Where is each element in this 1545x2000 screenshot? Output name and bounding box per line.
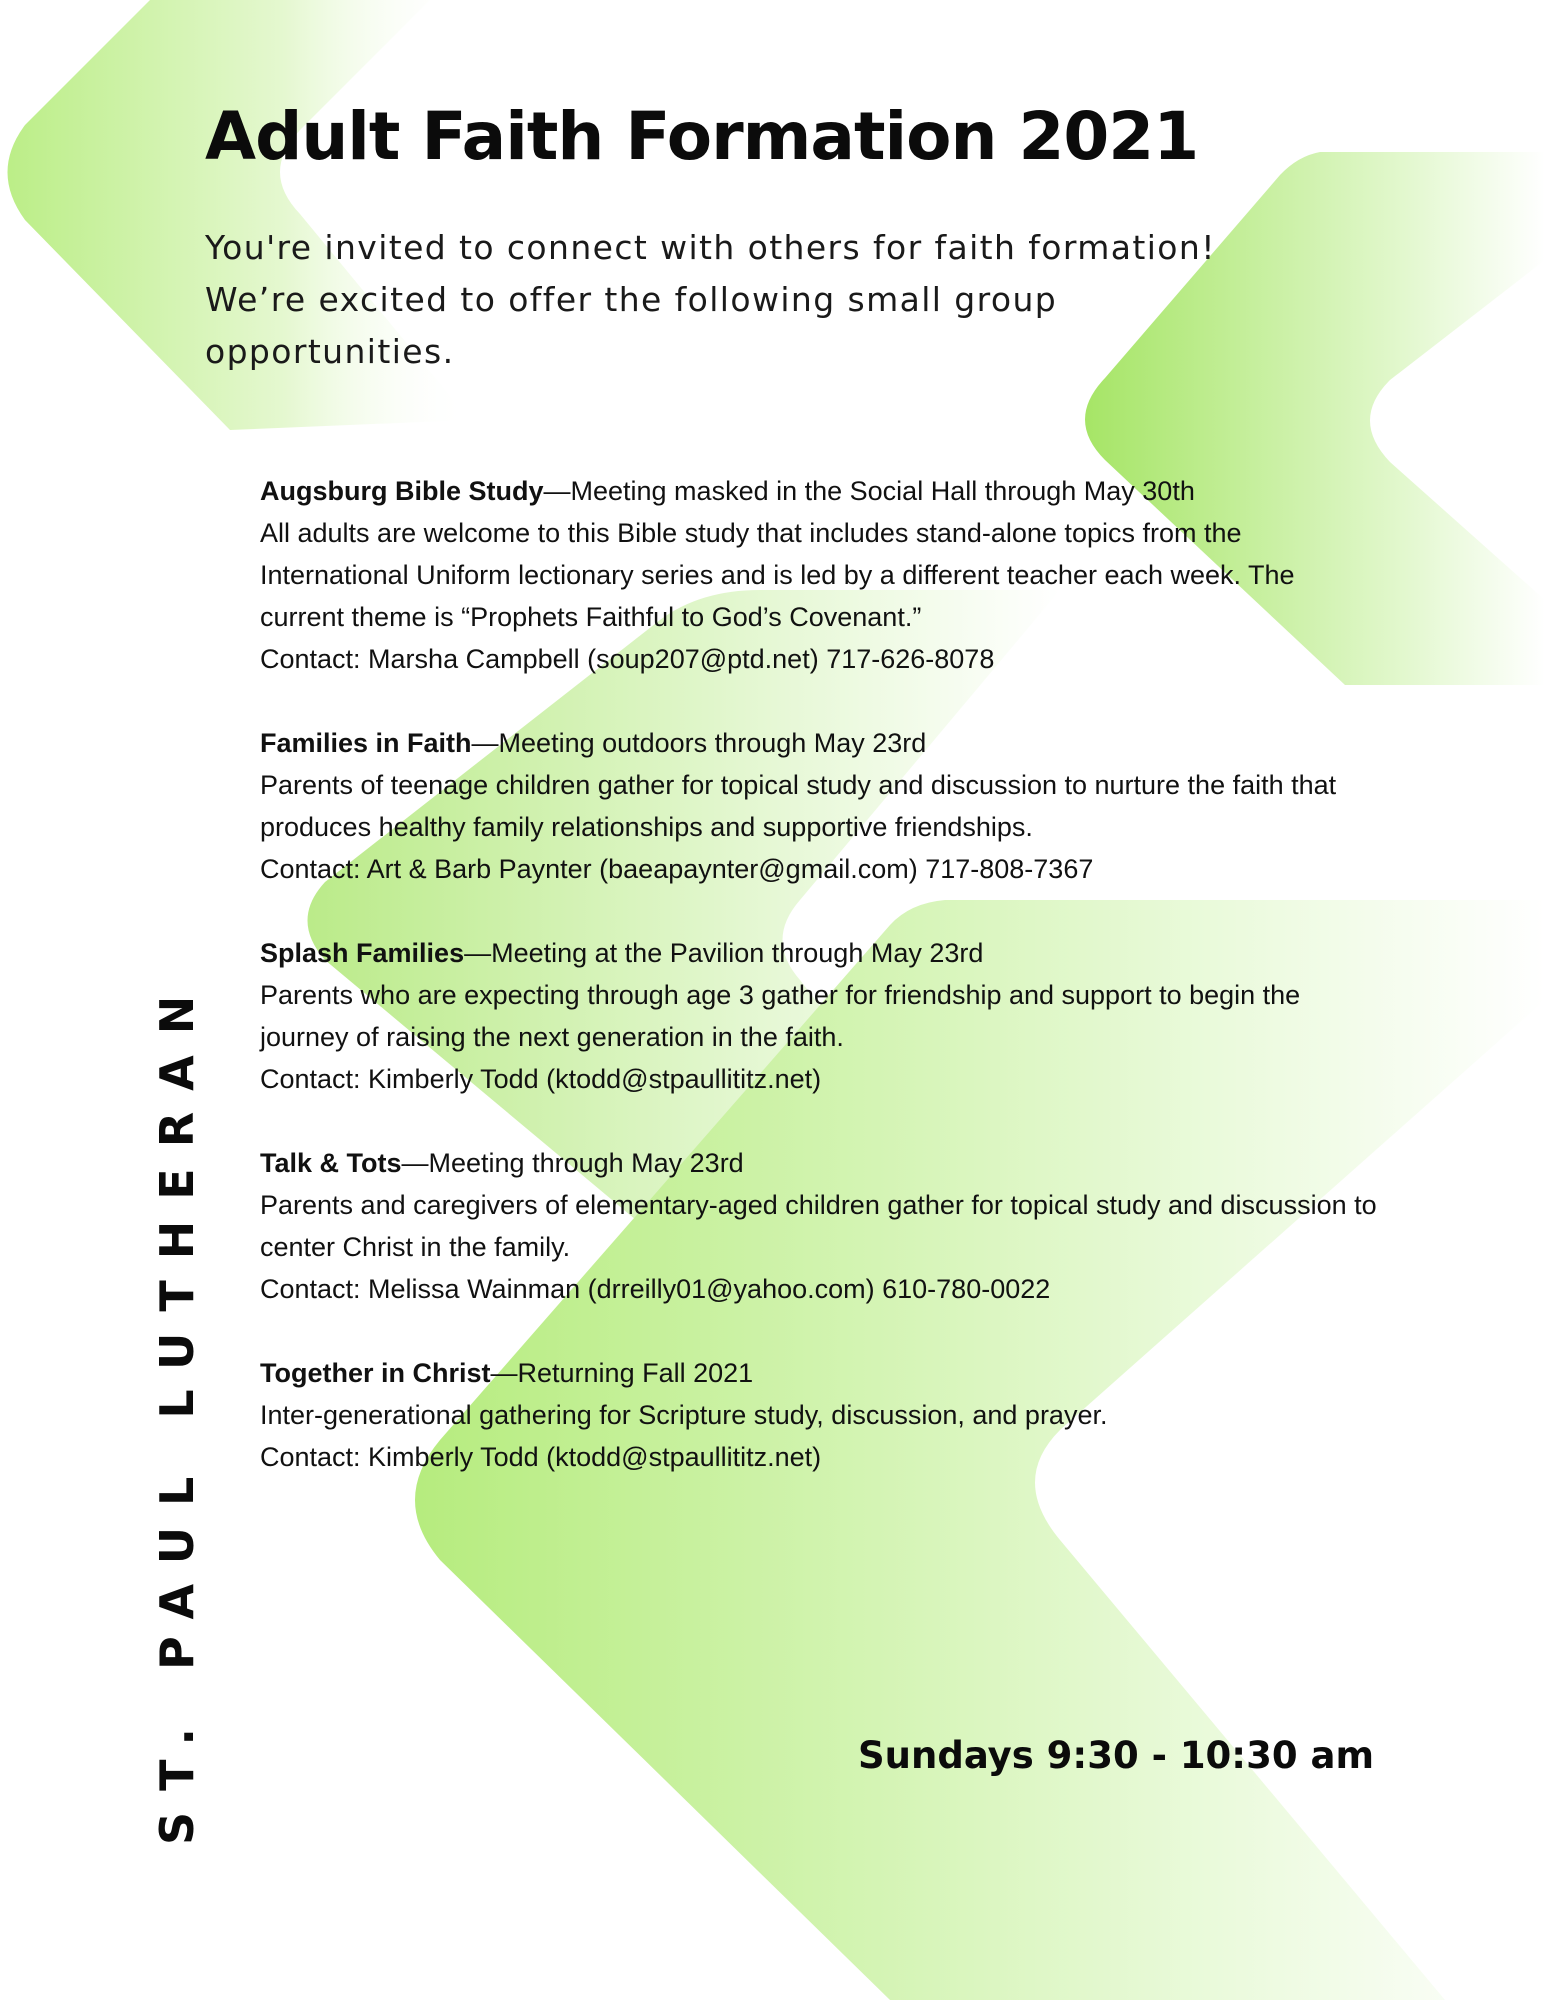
group-contact: Contact: Melissa Wainman (drreilly01@yahoo.com) 610-780-0022 — [260, 1274, 1051, 1304]
intro-line: We’re excited to offer the following small group — [205, 280, 1058, 319]
group-heading — [260, 932, 1530, 974]
intro-line: You're invited to connect with others for faith formation! — [205, 228, 1216, 267]
schedule-time: Sundays 9:30 - 10:30 am — [858, 1734, 1374, 1777]
group-meeting: —Meeting through May 23rd — [401, 1148, 744, 1178]
group-heading — [260, 1142, 1530, 1184]
group-contact: Contact: Art & Barb Paynter (baeapaynter@gmail.com) 717-808-7367 — [260, 854, 1094, 884]
group-contact: Contact: Kimberly Todd (ktodd@stpaullititz.net) — [260, 1064, 822, 1094]
group-meeting: —Meeting masked in the Social Hall through May 30th — [543, 476, 1195, 506]
group-contact: Contact: Kimberly Todd (ktodd@stpaullititz.net) — [260, 1442, 822, 1472]
group-description-line: Inter-generational gathering for Scripture study, discussion, and prayer. — [260, 1400, 1108, 1430]
group-splash-families — [260, 932, 1530, 1100]
group-meeting: —Meeting outdoors through May 23rd — [471, 728, 927, 758]
group-talk-and-tots — [260, 1142, 1530, 1310]
group-description-line: current theme is “Prophets Faithful to God’s Covenant.” — [260, 602, 922, 632]
group-together-in-christ — [260, 1352, 1530, 1478]
group-meeting: —Meeting at the Pavilion through May 23rd — [464, 938, 984, 968]
group-heading — [260, 1352, 1530, 1394]
group-families-in-faith — [260, 722, 1530, 890]
group-name: Splash Families — [260, 938, 465, 968]
group-name: Together in Christ — [260, 1358, 491, 1388]
group-list — [260, 470, 1530, 1520]
intro-line: opportunities. — [205, 332, 455, 371]
group-description-line: All adults are welcome to this Bible study that includes stand-alone topics from the — [260, 518, 1242, 548]
group-description-line: Parents who are expecting through age 3 gather for friendship and support to begin the — [260, 980, 1301, 1010]
group-description-line: International Uniform lectionary series and is led by a different teacher each week. The — [260, 560, 1295, 590]
intro-paragraph — [205, 222, 1325, 378]
church-name-vertical: ST. PAUL LUTHERAN — [150, 974, 204, 1845]
group-name: Families in Faith — [260, 728, 472, 758]
group-heading — [260, 470, 1530, 512]
group-meeting: —Returning Fall 2021 — [490, 1358, 754, 1388]
group-name: Augsburg Bible Study — [260, 476, 544, 506]
group-contact: Contact: Marsha Campbell (soup207@ptd.net) 717-626-8078 — [260, 644, 995, 674]
group-heading — [260, 722, 1530, 764]
group-name: Talk & Tots — [260, 1148, 402, 1178]
page-title: Adult Faith Formation 2021 — [205, 98, 1199, 175]
group-description-line: center Christ in the family. — [260, 1232, 571, 1262]
group-description-line: Parents and caregivers of elementary-aged children gather for topical study and discussion to — [260, 1190, 1377, 1220]
group-description-line: journey of raising the next generation in the faith. — [260, 1022, 844, 1052]
group-description-line: produces healthy family relationships and supportive friendships. — [260, 812, 1033, 842]
group-augsburg-bible-study — [260, 470, 1530, 680]
group-description-line: Parents of teenage children gather for topical study and discussion to nurture the faith that — [260, 770, 1337, 800]
